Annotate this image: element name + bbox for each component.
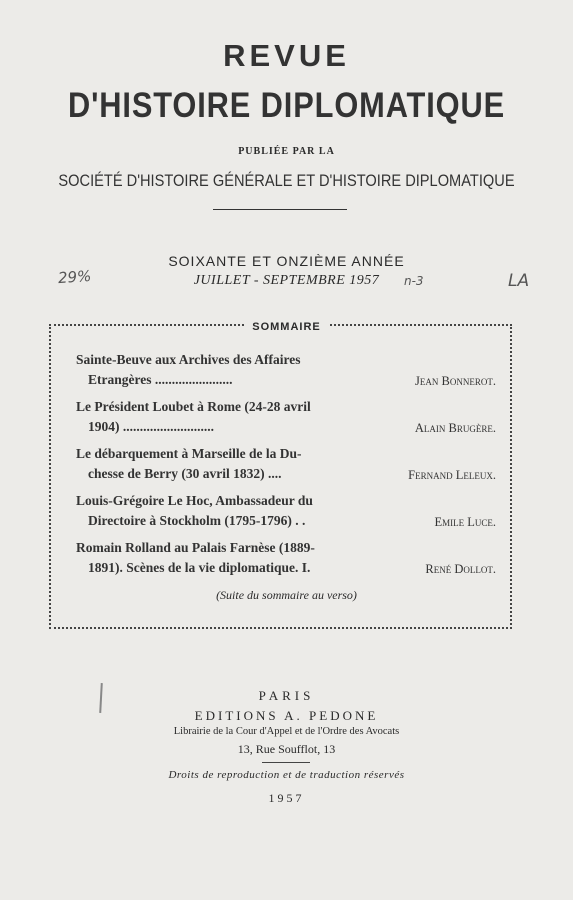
contents-heading-text: SOMMAIRE (244, 321, 329, 333)
society-name: SOCIÉTÉ D'HISTOIRE GÉNÉRALE ET D'HISTOIRE DIPLOMATIQUE (58, 171, 515, 190)
issue-period: JUILLET - SEPTEMBRE 1957 (193, 273, 380, 288)
title-divider (213, 209, 347, 210)
entry-title-line: Etrangères ....................... (88, 372, 233, 387)
contents-entry (76, 397, 496, 437)
handwritten-note-left: 29% (57, 266, 92, 288)
journal-title-line2: D'HISTOIRE DIPLOMATIQUE (67, 86, 506, 125)
entry-title (76, 397, 361, 437)
entry-title (76, 538, 361, 578)
entry-title (76, 491, 361, 531)
entry-title-line: Le débarquement à Marseille de la Du- (76, 446, 302, 461)
entry-title-line: 1904) ........................... (88, 419, 214, 434)
publisher-name: EDITIONS A. PEDONE (194, 708, 379, 723)
handwritten-note-right: LA (508, 271, 530, 291)
contents-continued-note: (Suite du sommaire au verso) (216, 588, 357, 602)
entry-author: Emile Luce. (434, 515, 496, 529)
entry-author: Jean Bonnerot. (415, 374, 496, 388)
entry-title (76, 350, 361, 390)
entry-title-line: Le Président Loubet à Rome (24-28 avril (76, 399, 311, 414)
handwritten-note-middle: n-3 (404, 274, 424, 288)
entry-title-line: chesse de Berry (30 avril 1832) .... (88, 466, 282, 481)
journal-title-line1: REVUE (223, 38, 350, 73)
publication-year: 1957 (268, 791, 305, 805)
footer-divider (262, 762, 310, 763)
publication-place: PARIS (258, 688, 315, 703)
entry-author: René Dollot. (425, 562, 496, 576)
contents-entry (76, 538, 496, 578)
entry-title-line: Romain Rolland au Palais Farnèse (1889- (76, 540, 315, 555)
contents-entry (76, 444, 496, 484)
publisher-address: 13, Rue Soufflot, 13 (237, 742, 336, 756)
entry-author: Fernand Leleux. (408, 468, 496, 482)
entry-title-line: Sainte-Beuve aux Archives des Affaires (76, 352, 301, 367)
rights-notice: Droits de reproduction et de traduction réservés (168, 769, 405, 781)
volume-year: SOIXANTE ET ONZIÈME ANNÉE (168, 253, 405, 269)
contents-list (76, 350, 496, 585)
contents-heading (0, 317, 573, 335)
entry-title-line: Directoire à Stockholm (1795-1796) . . (88, 513, 306, 528)
entry-title-line: Louis-Grégoire Le Hoc, Ambassadeur du (76, 493, 313, 508)
contents-entry (76, 350, 496, 390)
entry-title-line: 1891). Scènes de la vie diplomatique. I. (88, 560, 311, 575)
publisher-description: Librairie de la Cour d'Appel et de l'Ordre des Avocats (173, 726, 400, 737)
entry-title (76, 444, 361, 484)
entry-author: Alain Brugère. (414, 421, 496, 435)
contents-entry (76, 491, 496, 531)
published-by: PUBLIÉE PAR LA (238, 146, 335, 157)
